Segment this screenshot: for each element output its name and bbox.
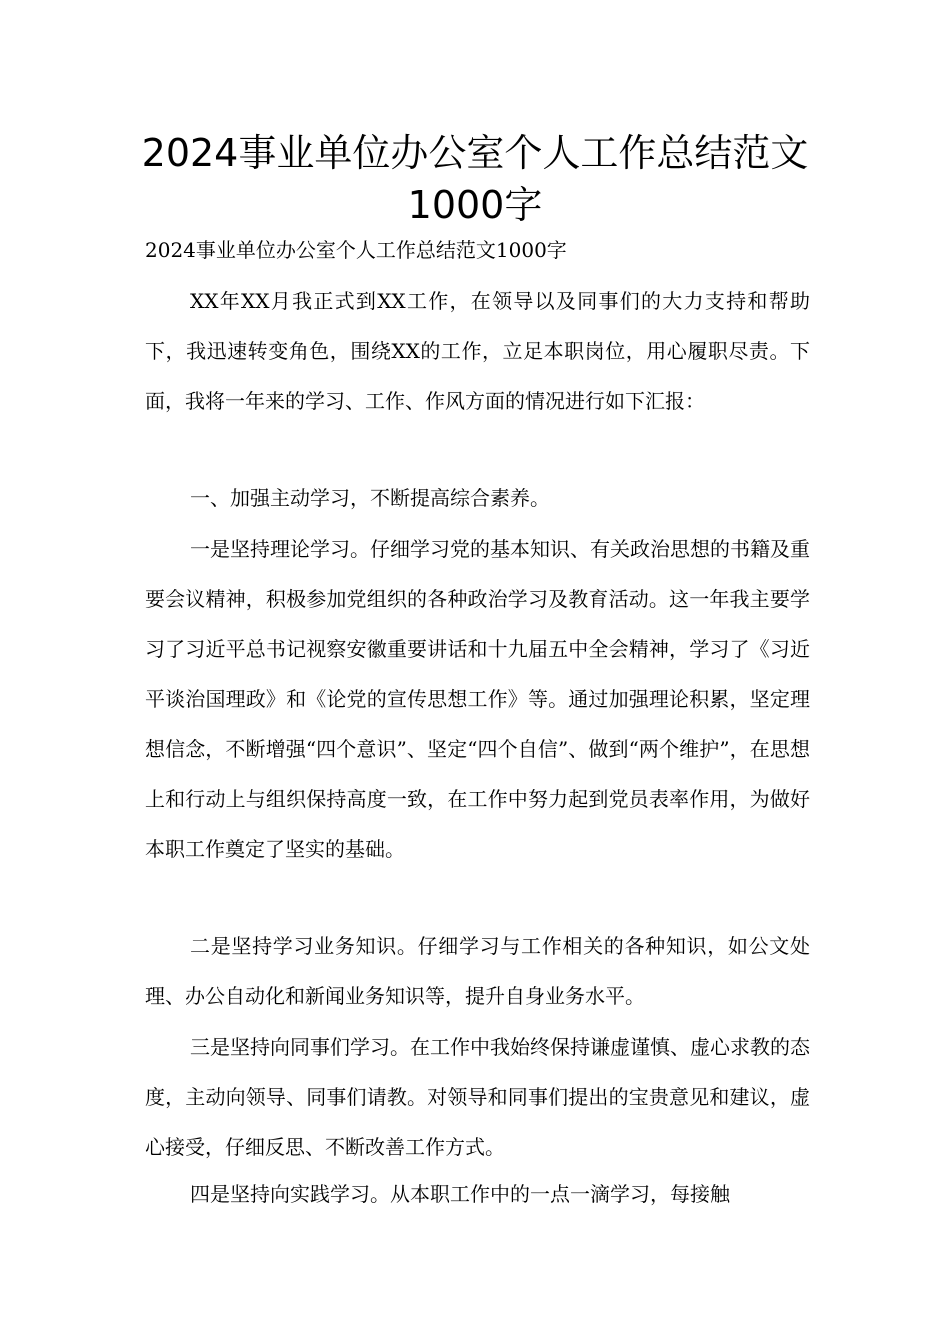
paragraph-business-study: 二是坚持学习业务知识。仔细学习与工作相关的各种知识，如公文处理、办公自动化和新闻业务知识等，提升自身业务水平。 [145, 934, 810, 1008]
paragraph-colleague-study: 三是坚持向同事们学习。在工作中我始终保持谦虚谨慎、虚心求教的态度，主动向领导、同事们请教。对领导和同事们提出的宝贵意见和建议，虚心接受，仔细反思、不断改善工作方式。 [145, 1035, 810, 1159]
document-subtitle: 2024事业单位办公室个人工作总结范文1000字 [145, 238, 567, 262]
paragraph-practice-study: 四是坚持向实践学习。从本职工作中的一点一滴学习，每接触 [190, 1182, 730, 1206]
paragraph-theory-study: 一是坚持理论学习。仔细学习党的基本知识、有关政治思想的书籍及重要会议精神，积极参加党组织的各种政治学习及教育活动。这一年我主要学习了习近平总书记视察安徽重要讲话和十九届五中全会精神，学习了《习近平谈治国理政》和《论党的宣传思想工作》等。通过加强理论积累，坚定理想信念，不断增强“四个意识”、坚定“四个自信”、做到“两个维护”，在思想上和行动上与组织保持高度一致，在工作中努力起到党员表率作用，为做好本职工作奠定了坚实的基础。 [145, 537, 810, 861]
section-heading-1: 一、加强主动学习，不断提高综合素养。 [190, 486, 550, 510]
document-title-line-1: 2024事业单位办公室个人工作总结范文 [141, 131, 809, 175]
document-title-line-2: 1000字 [407, 183, 543, 227]
paragraph-intro: XX年XX月我正式到XX工作，在领导以及同事们的大力支持和帮助下，我迅速转变角色，围绕XX的工作，立足本职岗位，用心履职尽责。下面，我将一年来的学习、工作、作风方面的情况进行如下汇报： [145, 289, 810, 413]
